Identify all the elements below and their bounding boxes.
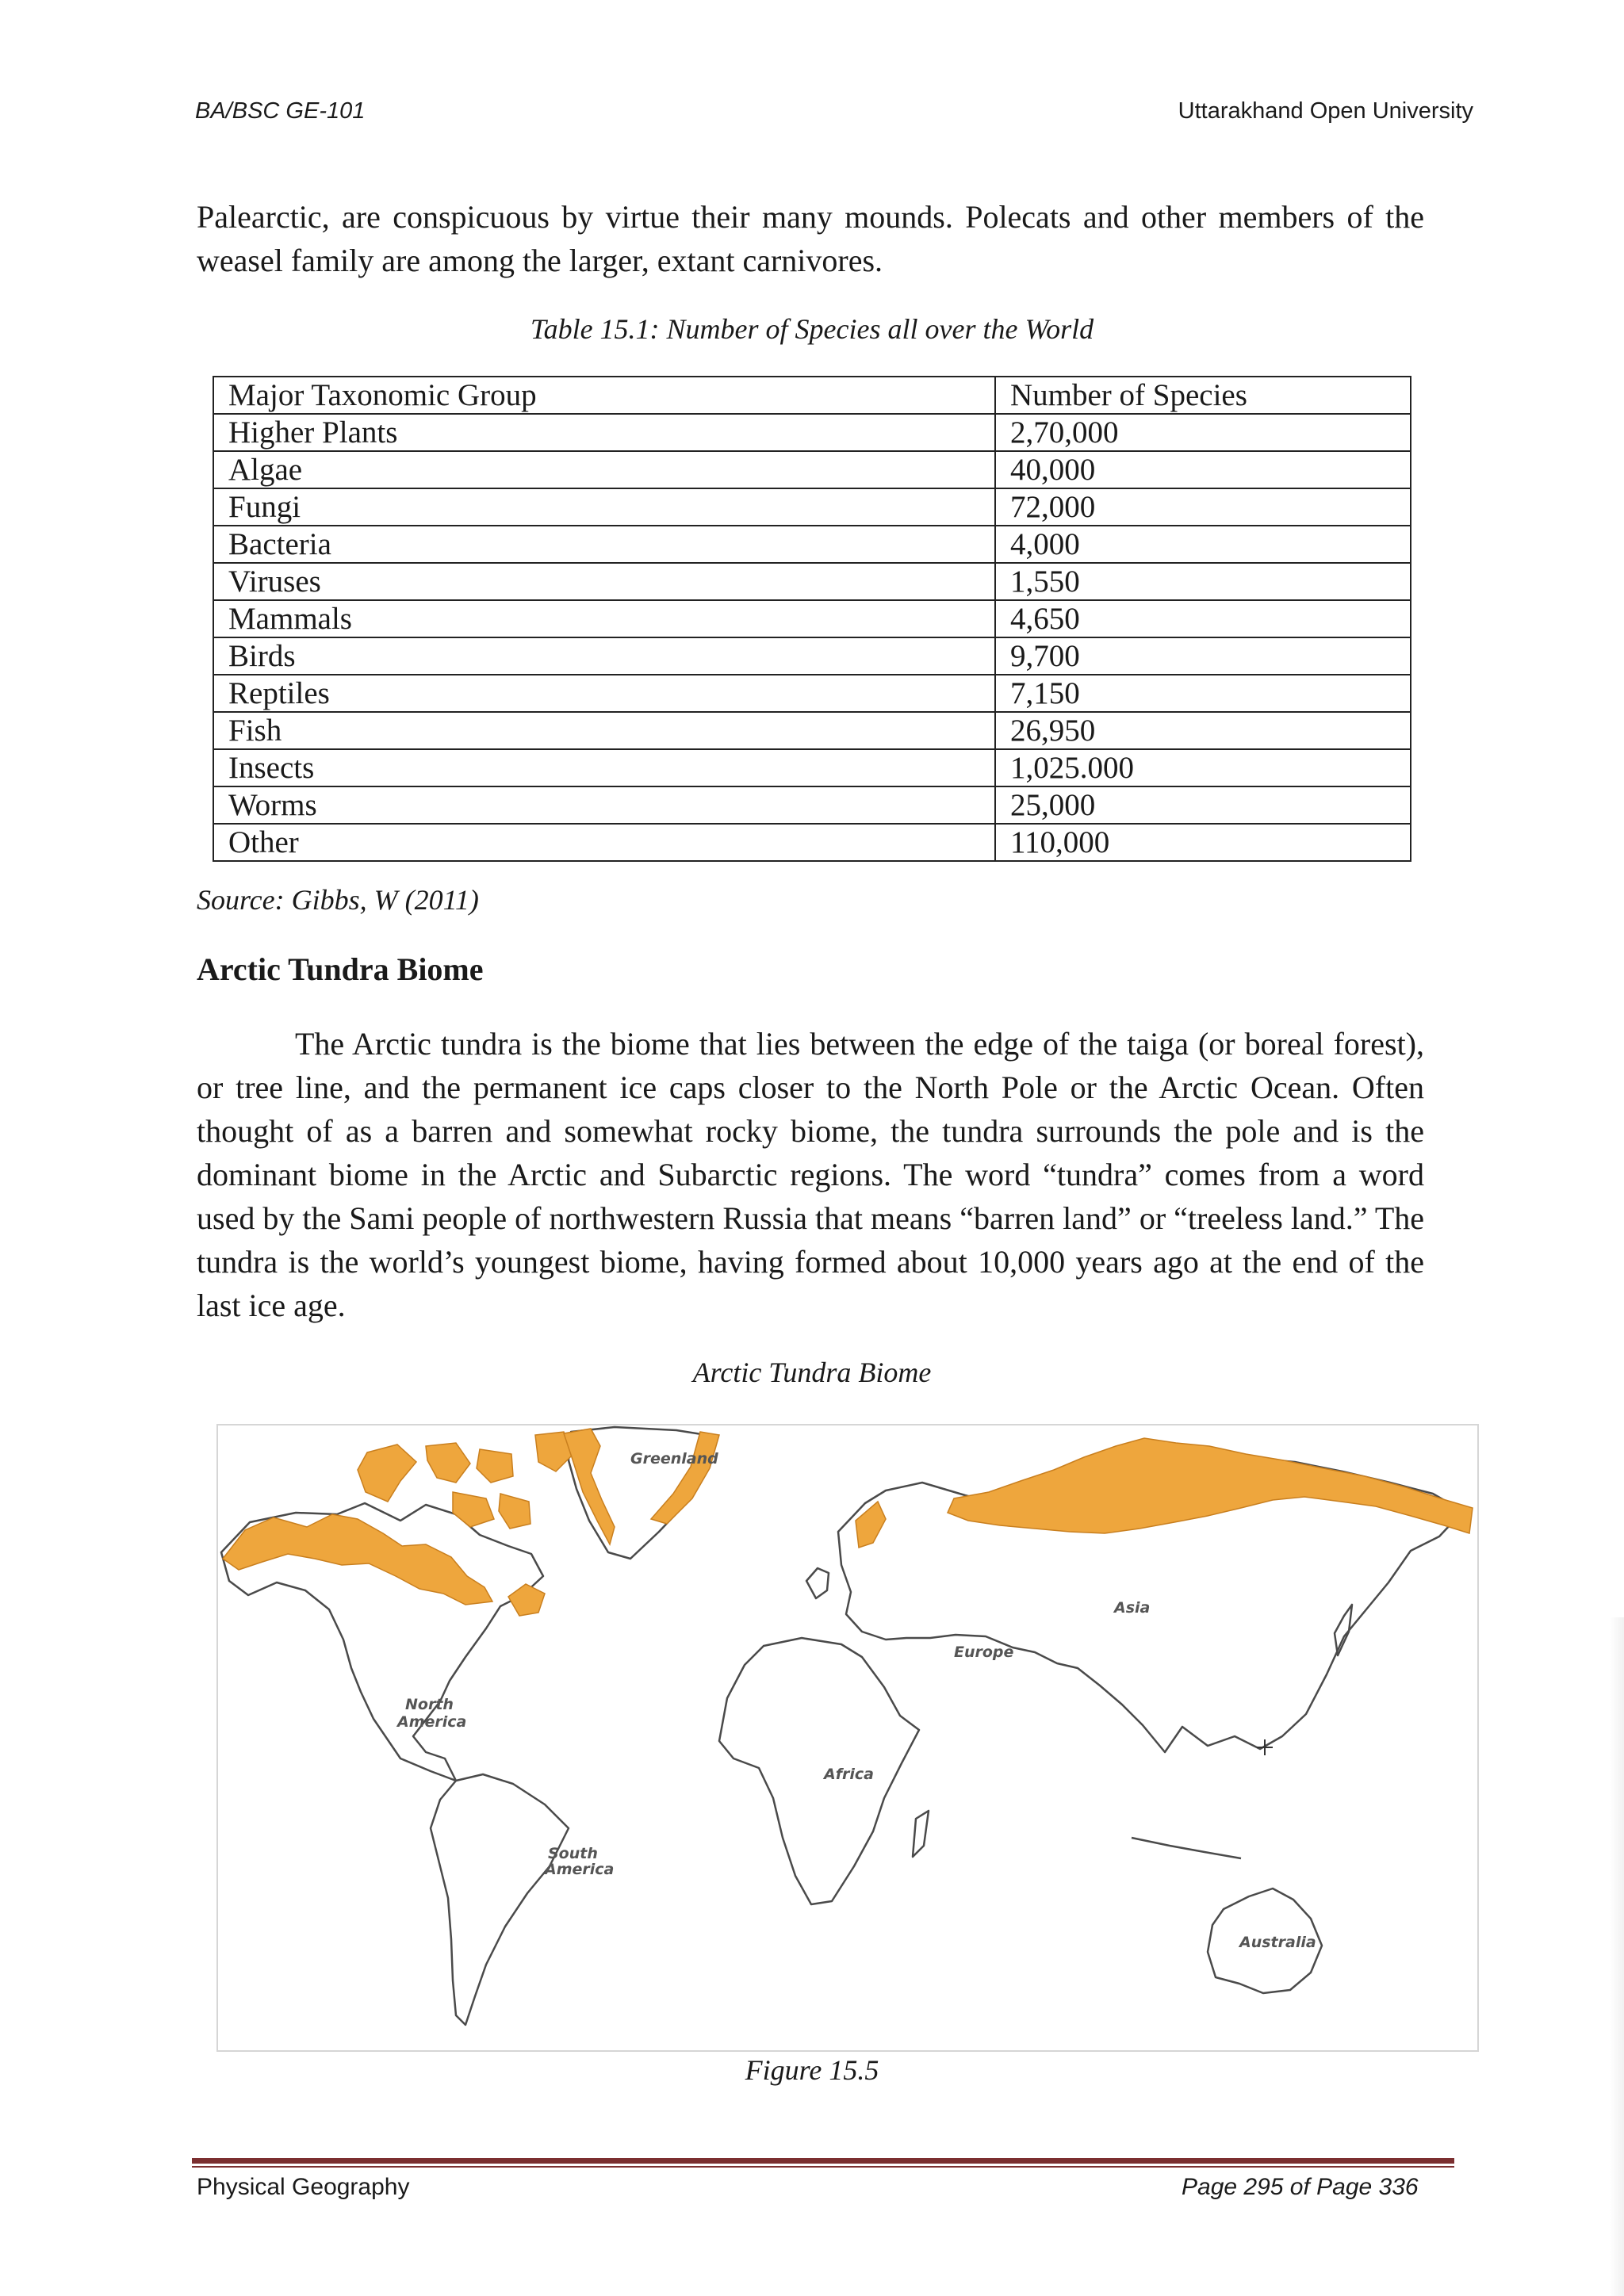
south-america-label-line1: South: [548, 1845, 598, 1862]
taxonomic-group-cell: Reptiles: [213, 675, 995, 712]
table-caption: Table 15.1: Number of Species all over the World: [530, 313, 1094, 345]
british-isles-outline: [806, 1568, 829, 1598]
crosshair-marker: [1257, 1739, 1273, 1755]
tundra-arctic-islands: [358, 1432, 573, 1529]
tundra-greenland-coast: [564, 1429, 719, 1544]
table-row: [213, 675, 1411, 712]
world-map: [218, 1425, 1477, 2050]
figure-title: Arctic Tundra Biome: [692, 1357, 932, 1388]
table-row: [213, 786, 1411, 824]
species-count-cell: 4,650: [995, 600, 1411, 637]
madagascar-outline: [913, 1811, 929, 1857]
species-count-cell: 110,000: [995, 824, 1411, 861]
intro-paragraph: Palearctic, are conspicuous by virtue their many mounds. Polecats and other members of the weasel family are among the larger, extant carnivores.: [197, 199, 1424, 278]
taxonomic-group-cell: Other: [213, 824, 995, 861]
table-row: [213, 600, 1411, 637]
species-count-cell: 9,700: [995, 637, 1411, 675]
taxonomic-group-cell: Fish: [213, 712, 995, 749]
asia-label: Asia: [1114, 1599, 1151, 1617]
australia-label: Australia: [1239, 1934, 1316, 1951]
europe-label: Europe: [954, 1644, 1014, 1661]
page-edge-shadow: [1610, 1617, 1624, 2296]
africa-outline: [719, 1638, 919, 1904]
north-america-label-line1: North: [405, 1696, 454, 1713]
species-count-cell: 7,150: [995, 675, 1411, 712]
taxonomic-group-cell: Fungi: [213, 488, 995, 526]
taxonomic-group-cell: Algae: [213, 451, 995, 488]
taxonomic-group-cell: Insects: [213, 749, 995, 786]
tundra-eurasia: [948, 1438, 1473, 1533]
taxonomic-group-cell: Worms: [213, 786, 995, 824]
table-row: [213, 637, 1411, 675]
table-row: [213, 451, 1411, 488]
tundra-north-america: [223, 1514, 492, 1605]
table-header-row: [213, 377, 1411, 414]
footer-rule-thick: [192, 2158, 1454, 2164]
table-row: [213, 824, 1411, 861]
species-table: [213, 376, 1411, 862]
japan-outline: [1335, 1605, 1352, 1655]
column-header: Major Taxonomic Group: [213, 377, 995, 414]
tundra-hudson-east: [508, 1584, 545, 1616]
section-heading: Arctic Tundra Biome: [197, 951, 484, 987]
section-paragraph: The Arctic tundra is the biome that lies between the edge of the taiga (or boreal forest), or tree line, and the permanent ice caps closer to the North Pole or the Arctic Ocean. Often thought of as a barren and somewhat rocky biome, the tundra surrounds the pole and is the dominant biome in the Arctic and Subarctic regions. The word “tundra” comes from a word used by the Sami people of northwestern Russia that means “barren land” or “treeless land.” The tundra is the world’s youngest biome, having formed about 10,000 years ago at the end of the last ice age.: [197, 1026, 1424, 1323]
species-count-cell: 72,000: [995, 488, 1411, 526]
species-count-cell: 4,000: [995, 526, 1411, 563]
column-header: Number of Species: [995, 377, 1411, 414]
greenland-label: Greenland: [630, 1450, 718, 1468]
north-america-label-line2: America: [397, 1713, 467, 1731]
taxonomic-group-cell: Higher Plants: [213, 414, 995, 451]
taxonomic-group-cell: Birds: [213, 637, 995, 675]
footer-subject: Physical Geography: [197, 2174, 410, 2200]
species-count-cell: 1,025.000: [995, 749, 1411, 786]
taxonomic-group-cell: Mammals: [213, 600, 995, 637]
table-row: [213, 488, 1411, 526]
table-row: [213, 749, 1411, 786]
south-america-label-line2: America: [545, 1861, 615, 1878]
species-count-cell: 26,950: [995, 712, 1411, 749]
taxonomic-group-cell: Viruses: [213, 563, 995, 600]
africa-label: Africa: [824, 1766, 874, 1783]
table-row: [213, 712, 1411, 749]
species-count-cell: 2,70,000: [995, 414, 1411, 451]
taxonomic-group-cell: Bacteria: [213, 526, 995, 563]
figure-caption: Figure 15.5: [745, 2054, 879, 2086]
table-row: [213, 563, 1411, 600]
footer-page-number: Page 295 of Page 336: [1182, 2174, 1419, 2200]
table-row: [213, 414, 1411, 451]
south-america-outline: [431, 1774, 569, 2025]
footer-rule-thin: [192, 2166, 1454, 2168]
header-course-code: BA/BSC GE-101: [195, 98, 366, 124]
species-count-cell: 25,000: [995, 786, 1411, 824]
species-count-cell: 1,550: [995, 563, 1411, 600]
table-source: Source: Gibbs, W (2011): [197, 884, 479, 916]
species-count-cell: 40,000: [995, 451, 1411, 488]
indonesia-outline: [1132, 1838, 1241, 1858]
table-row: [213, 526, 1411, 563]
world-map-figure: [216, 1424, 1479, 2052]
header-university: Uttarakhand Open University: [1178, 98, 1473, 124]
